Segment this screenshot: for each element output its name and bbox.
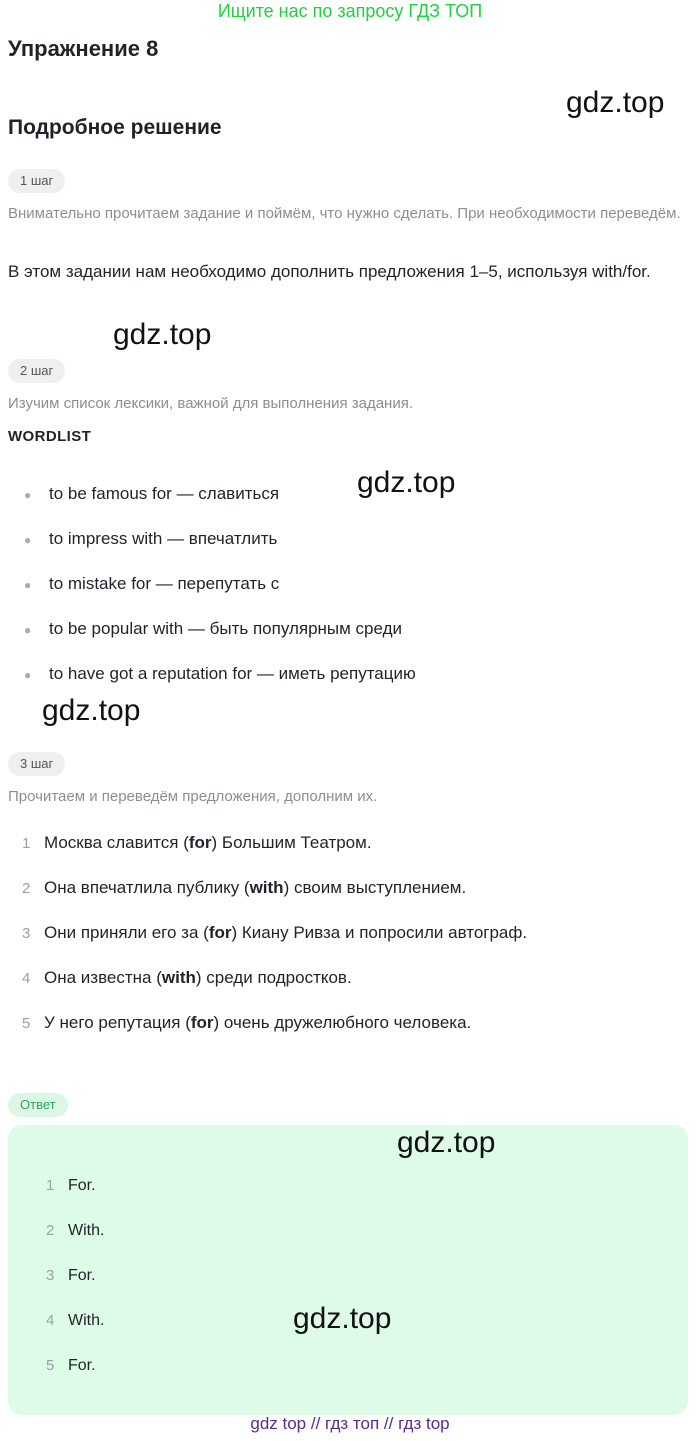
footer-link-gdz-top-ru[interactable]: гдз топ: [325, 1414, 380, 1433]
step-3-hint: Прочитаем и переведём предложения, дополним их.: [8, 788, 378, 805]
sentence-item: 4 Она известна (with) среди подростков.: [22, 968, 352, 987]
wordlist-item: ● to be popular with — быть популярным среди: [24, 606, 402, 651]
answer-box: [8, 1125, 688, 1415]
sentence-item: 1 Москва славится (for) Большим Театром.: [22, 833, 372, 852]
footer-link-gdz-top-mixed[interactable]: гдз top: [398, 1414, 450, 1433]
watermark: gdz.top: [113, 318, 212, 351]
wordlist-heading: WORDLIST: [8, 428, 92, 445]
footer-link-gdz-top[interactable]: gdz top: [250, 1414, 307, 1433]
answer-item: 3 For.: [46, 1267, 96, 1284]
bullet-icon: ●: [24, 668, 32, 682]
answer-item: 1 For.: [46, 1177, 96, 1194]
watermark: gdz.top: [566, 86, 665, 119]
answer-item: 4 With.: [46, 1312, 105, 1329]
footer-links: [0, 1414, 700, 1434]
watermark: gdz.top: [357, 466, 456, 499]
step-3-badge: 3 шаг: [8, 752, 65, 776]
step-2-hint: Изучим список лексики, важной для выполнения задания.: [8, 395, 414, 412]
step-1-text: В этом задании нам необходимо дополнить предложения 1–5, используя with/for.: [8, 262, 651, 281]
footer-separator: //: [383, 1414, 394, 1433]
bullet-icon: ●: [24, 488, 32, 502]
answer-badge: Ответ: [8, 1093, 68, 1117]
bullet-icon: ●: [24, 623, 32, 637]
sentence-item: 5 У него репутация (for) очень дружелюбного человека.: [22, 1013, 472, 1032]
answer-item: 2 With.: [46, 1222, 105, 1239]
step-1-badge: 1 шаг: [8, 169, 65, 193]
step-1-hint: Внимательно прочитаем задание и поймём, что нужно сделать. При необходимости переведём.: [8, 205, 681, 222]
footer-separator: //: [310, 1414, 321, 1433]
bullet-icon: ●: [24, 533, 32, 547]
solution-title: Подробное решение: [8, 116, 222, 139]
watermark: gdz.top: [397, 1126, 496, 1159]
wordlist-item: ● to mistake for — перепутать с: [24, 561, 279, 606]
answer-item: 5 For.: [46, 1357, 96, 1374]
sentence-item: 3 Они приняли его за (for) Киану Ривза и попросили автограф.: [22, 923, 528, 942]
watermark: gdz.top: [293, 1302, 392, 1335]
step-2-badge: 2 шаг: [8, 359, 65, 383]
exercise-title: Упражнение 8: [8, 36, 159, 61]
wordlist-item: ● to impress with — впечатлить: [24, 516, 277, 561]
wordlist-item: ● to be famous for — славиться: [24, 471, 279, 516]
search-banner: Ищите нас по запросу ГДЗ ТОП: [217, 1, 483, 21]
sentence-item: 2 Она впечатлила публику (with) своим выступлением.: [22, 878, 467, 897]
wordlist-item: ● to have got a reputation for — иметь репутацию: [24, 651, 416, 696]
watermark: gdz.top: [42, 694, 141, 727]
bullet-icon: ●: [24, 578, 32, 592]
